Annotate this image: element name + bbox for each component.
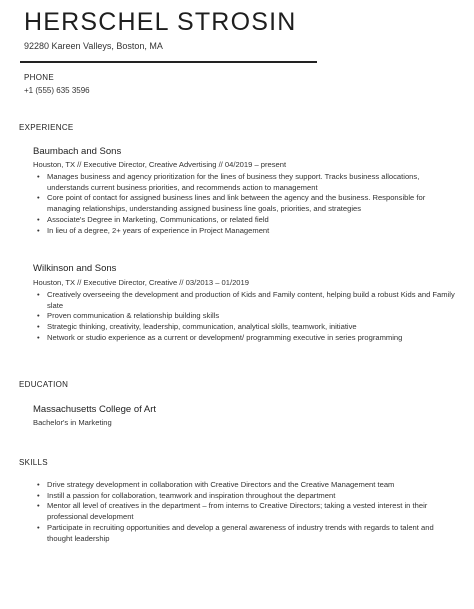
bullet-icon: • bbox=[37, 522, 40, 532]
experience-heading: EXPERIENCE bbox=[19, 123, 74, 132]
list-item bbox=[33, 193, 458, 214]
list-item-text: Participate in recruiting opportunities and develop a general awareness of industry trends with regards to talent and thought leadership bbox=[47, 522, 434, 543]
bullet-icon: • bbox=[37, 322, 40, 332]
list-item bbox=[33, 501, 458, 522]
list-item-text: Associate's Degree in Marketing, Communications, or related field bbox=[47, 214, 269, 224]
phone-value: +1 (555) 635 3596 bbox=[24, 86, 90, 95]
list-item-text: Instill a passion for collaboration, teamwork and inspiration throughout the department bbox=[47, 490, 336, 500]
job-meta: Houston, TX // Executive Director, Creative // 03/2013 – 01/2019 bbox=[33, 278, 249, 287]
job-bullet-list bbox=[33, 172, 458, 236]
job-company: Baumbach and Sons bbox=[33, 146, 122, 157]
bullet-icon: • bbox=[37, 332, 40, 342]
phone-label: PHONE bbox=[24, 73, 54, 82]
list-item-text: Drive strategy development in collaboration with Creative Directors and the Creative Management team bbox=[47, 480, 395, 489]
list-item-text: Strategic thinking, creativity, leadership, communication, analytical skills, teamwork, initiative bbox=[47, 322, 357, 332]
bullet-icon: • bbox=[37, 480, 40, 489]
school-name: Massachusetts College of Art bbox=[33, 404, 157, 415]
list-item bbox=[33, 290, 458, 311]
bullet-icon: • bbox=[37, 225, 40, 235]
candidate-name: HERSCHEL STROSIN bbox=[24, 8, 297, 36]
bullet-icon: • bbox=[37, 193, 40, 203]
list-item-text: Mentor all level of creatives in the department – from interns to Creative Directors; taking a vested interest in their professional development bbox=[47, 501, 428, 522]
job-company: Wilkinson and Sons bbox=[33, 263, 117, 274]
list-item-text: Network or studio experience as a current or development/ programming executive in series programming bbox=[47, 332, 403, 342]
skills-list bbox=[33, 480, 458, 544]
header-divider bbox=[20, 61, 317, 63]
list-item-text: In lieu of a degree, 2+ years of experience in Project Management bbox=[47, 225, 270, 235]
candidate-address: 92280 Kareen Valleys, Boston, MA bbox=[24, 41, 163, 51]
list-item bbox=[33, 226, 458, 237]
list-item bbox=[33, 215, 458, 226]
bullet-icon: • bbox=[37, 501, 40, 511]
list-item bbox=[33, 480, 458, 491]
job-meta: Houston, TX // Executive Director, Creative Advertising // 04/2019 – present bbox=[33, 160, 287, 169]
bullet-icon: • bbox=[37, 311, 40, 321]
list-item bbox=[33, 322, 458, 333]
bullet-icon: • bbox=[37, 214, 40, 224]
bullet-icon: • bbox=[37, 290, 40, 299]
bullet-icon: • bbox=[37, 490, 40, 500]
list-item bbox=[33, 491, 458, 502]
skills-heading: SKILLS bbox=[19, 458, 48, 467]
education-heading: EDUCATION bbox=[19, 380, 69, 389]
bullet-icon: • bbox=[37, 172, 40, 181]
list-item bbox=[33, 523, 458, 544]
job-bullet-list bbox=[33, 290, 458, 344]
list-item-text: Creatively overseeing the development and production of Kids and Family content, helping build a robust Kids and Family slate bbox=[47, 290, 455, 310]
list-item-text: Core point of contact for assigned business lines and link between the agency and the business. Responsible for managing relationships, understanding assigned business line goals, priorities, and strategies bbox=[47, 193, 426, 214]
list-item bbox=[33, 311, 458, 322]
list-item bbox=[33, 172, 458, 193]
list-item bbox=[33, 333, 458, 344]
list-item-text: Manages business and agency prioritization for the lines of business they support. Tracks business allocations, understands current business priorities, and recommends action to management bbox=[47, 172, 420, 192]
list-item-text: Proven communication & relationship building skills bbox=[47, 311, 220, 321]
degree: Bachelor's in Marketing bbox=[33, 418, 112, 427]
